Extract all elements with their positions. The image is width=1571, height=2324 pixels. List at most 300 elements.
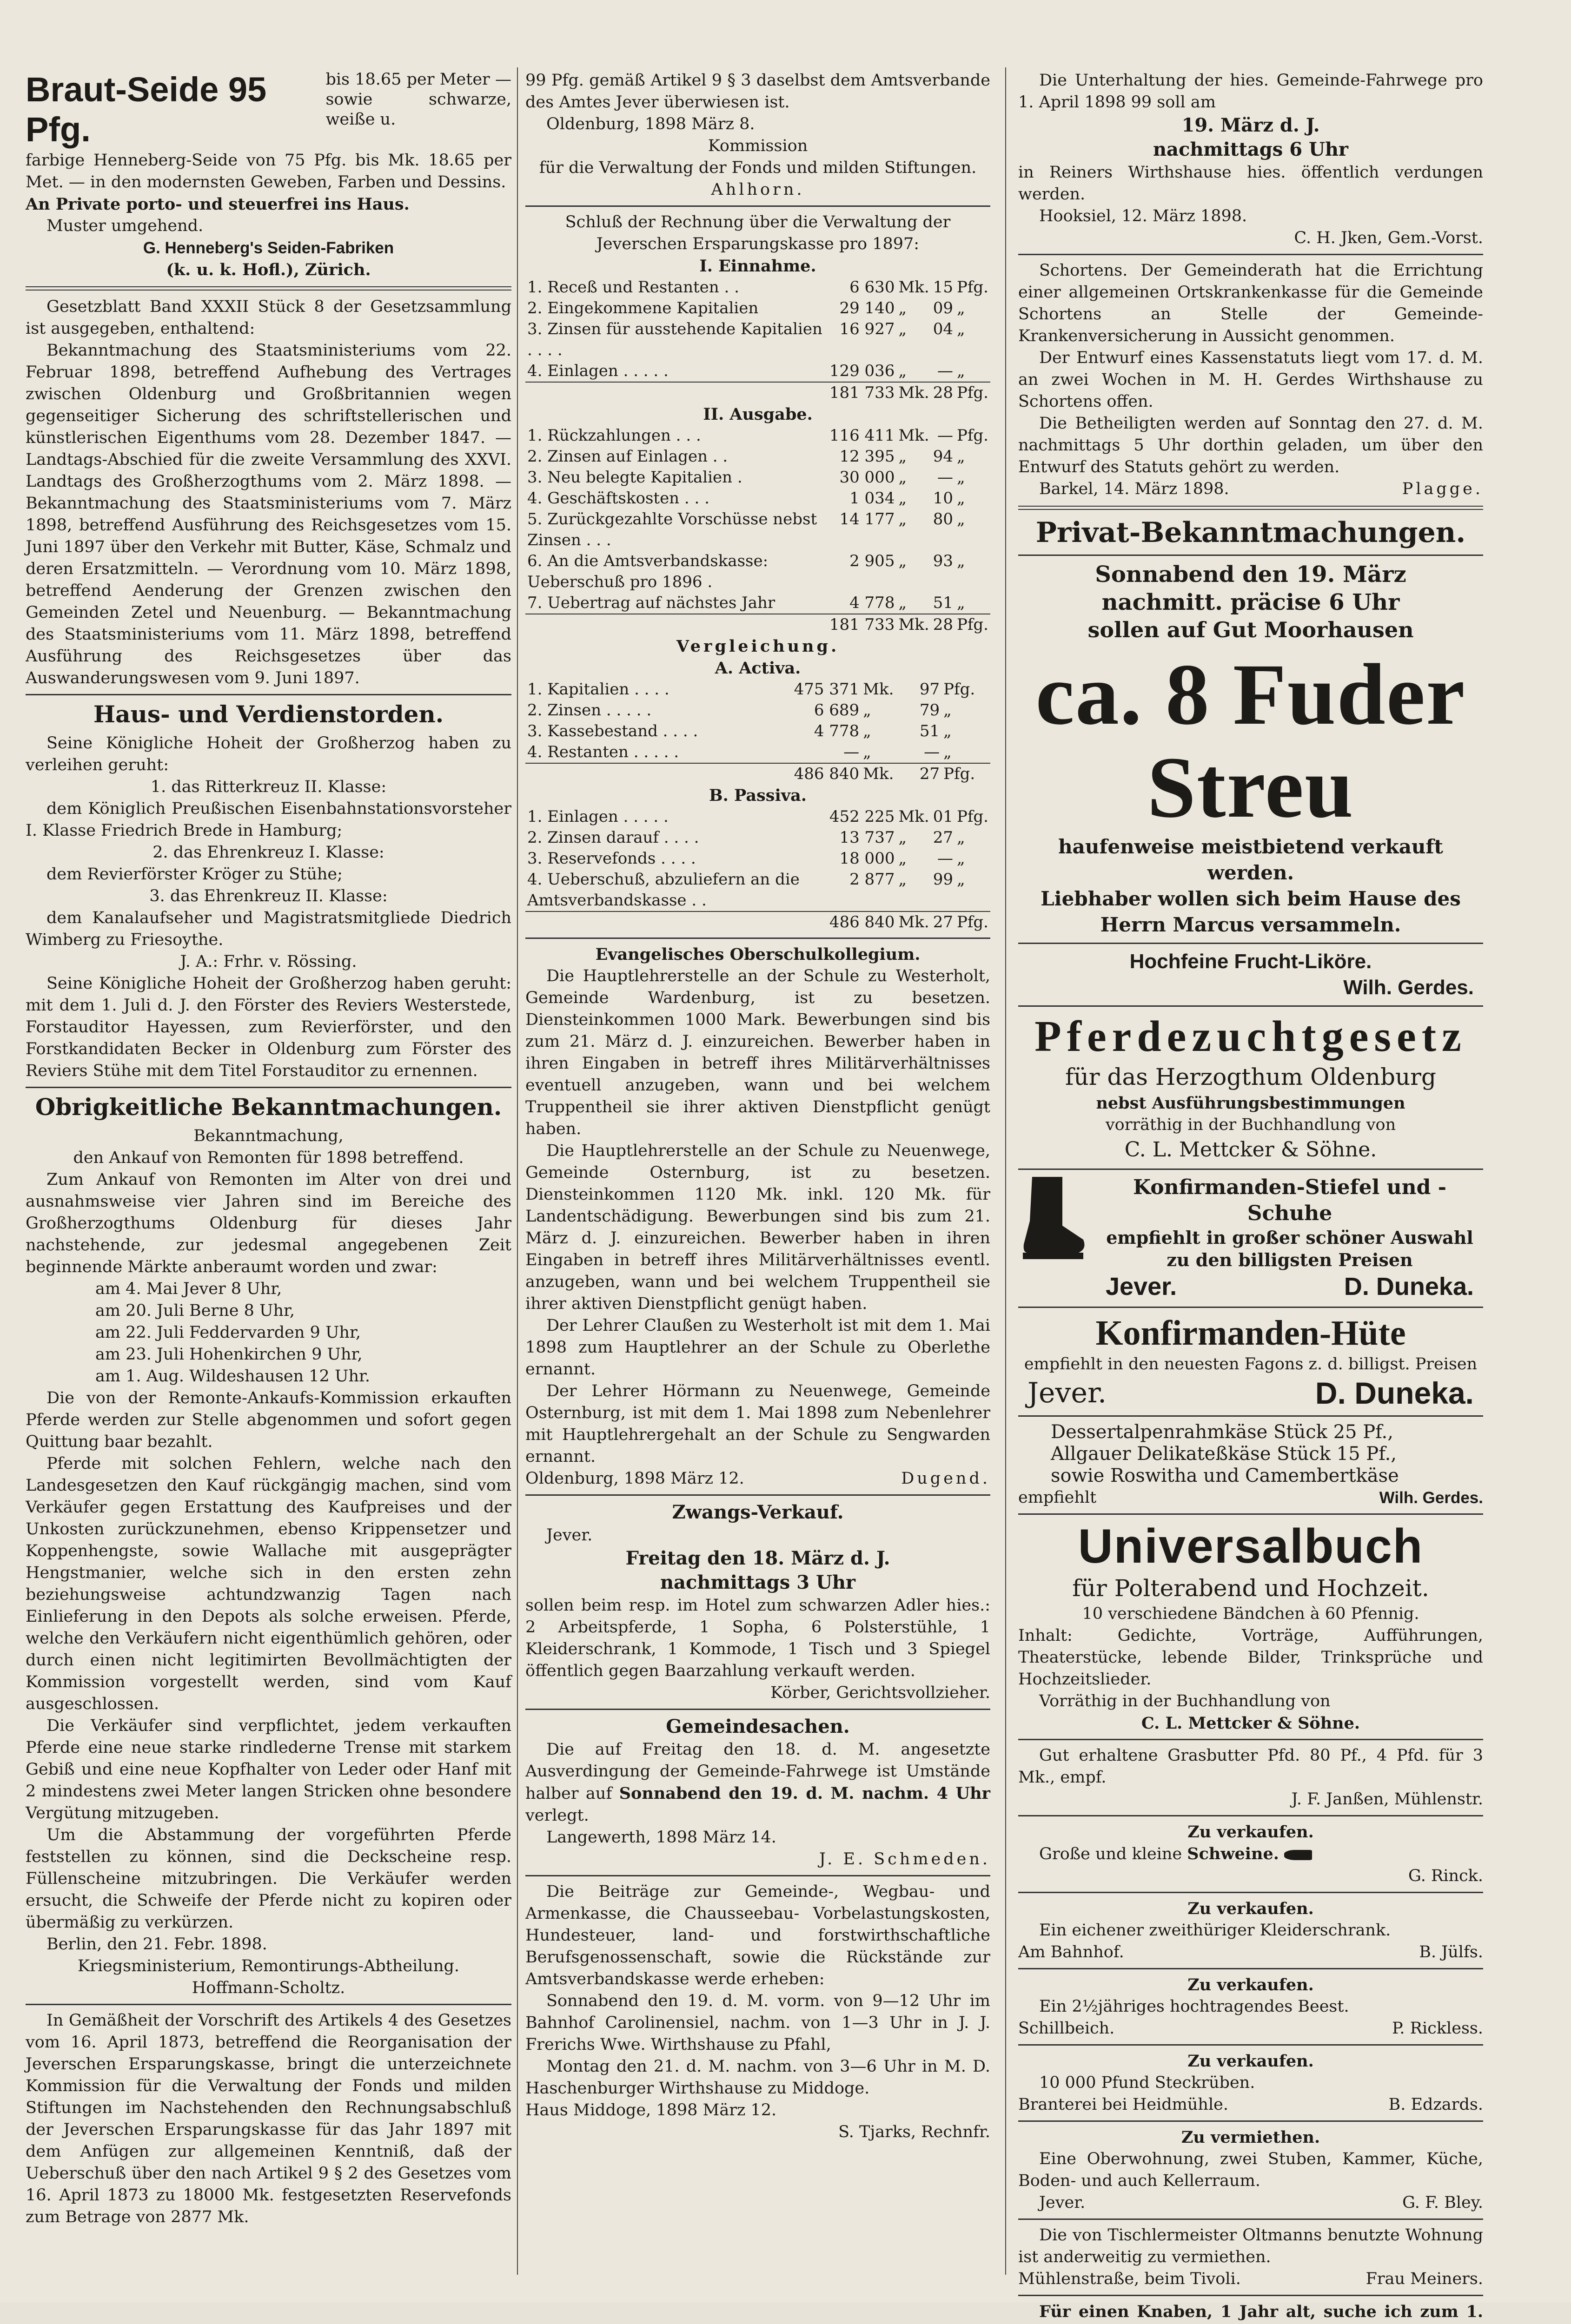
gem-date: Langewerth, 1898 März 14. xyxy=(546,1828,776,1847)
likoer-text: Hochfeine Frucht-Liköre. xyxy=(1129,950,1372,973)
account-unit: „ xyxy=(898,552,907,570)
gem-heading: Gemeindesachen. xyxy=(666,1716,850,1737)
tisch-text: Die von Tischlermeister Oltmanns benutzte Wohnung ist anderweitig zu vermiethen. xyxy=(1018,2226,1483,2266)
seide-side: bis 18.65 per Meter — sowie schwarze, weiße u. xyxy=(325,70,511,129)
gras-signature: J. F. Janßen, Mühlenstr. xyxy=(1291,1790,1483,1809)
vk2-signature: B. Jülfs. xyxy=(1419,1943,1483,1961)
total-amount: 486 840 xyxy=(766,763,861,785)
bek-text: Die von der Remonte-Ankaufs-Kommission erkauften Pferde werden zur Stelle abgenommen und sofort gegen Quittung baar bezahlt. xyxy=(26,1389,511,1451)
account-row xyxy=(525,742,990,763)
orden-line: 3. das Ehrenkreuz II. Klasse: xyxy=(149,887,388,905)
account-label: 6. An die Amtsverbandskasse: Ueberschuß pro 1896 . xyxy=(527,552,769,591)
priv-heading: Privat-Bekanntmachungen. xyxy=(1035,516,1466,549)
account-amount: 14 177 xyxy=(839,510,895,528)
account-row xyxy=(525,277,990,298)
vergleich-heading: Vergleichung. xyxy=(676,637,840,656)
likoer-signature: Wilh. Gerdes. xyxy=(1343,976,1474,999)
stiefel-ad xyxy=(1018,1175,1483,1302)
unt-date-line: Hooksiel, 12. März 1898. xyxy=(1039,207,1247,225)
account-row xyxy=(525,827,990,848)
gem-text-a: Die auf Freitag den 18. d. M. angesetzte Ausverdingung der Gemeinde-Fahrwege ist Umstände halber auf xyxy=(525,1740,990,1803)
account-unit2: „ xyxy=(956,828,965,847)
account-amount: 6 630 xyxy=(849,278,895,297)
account-cents: — xyxy=(937,426,953,445)
total-amount: 181 733 xyxy=(828,382,897,403)
kaese-footer xyxy=(1018,1487,1483,1509)
account-row xyxy=(525,467,990,488)
vk2-place: Am Bahnhof. xyxy=(1018,1943,1124,1961)
gem-signature: S. Tjarks, Rechnfr. xyxy=(838,2123,990,2141)
vk2-text: Ein eichener zweithüriger Kleiderschrank. xyxy=(1039,1921,1391,1940)
account-unit2: „ xyxy=(956,447,965,466)
gesetz-text: Bekanntmachung des Staatsministeriums vom 22. Februar 1898, betreffend Aufhebung des Vertrages zwischen Oldenburg und Großbritannien wegen gegenseitiger Sicherung des schriftstellerischen und künstlerischen Eigenthums vom 28. Dezember 1847. — Landtags-Abschied für die zweite Versammlung des XXVI. Landtags des Großherzogthums vom 2. März 1898. — Bekanntmachung des Staatsministeriums vom 7. März 1898, betreffend Ausführung des Reichsgesetzes vom 15. Juni 1897 über den Verkehr mit Butter, Käse, Schmalz und deren Ersatzmitteln. — Verordnung vom 10. März 1898, betreffend Aenderung der Grenzen zwischen den Gemeinden Zetel und Neuenburg. — Bekanntmachung des Staatsministeriums vom 11. März 1898, betreffend Ausführung des Reichsgesetzes über das Auswanderungswesen vom 9. Juni 1897. xyxy=(26,341,511,687)
column-rule xyxy=(517,67,518,2275)
account-row xyxy=(525,319,990,361)
account-unit2: „ xyxy=(956,594,965,612)
account-unit2: „ xyxy=(943,701,952,720)
gem-text: Die Beiträge zur Gemeinde-, Wegbau- und Armenkasse, die Chausseebau- Vorbelastungskosten, Hundesteuer, land- und forstwirthschaftliche Berufsgenossenschaft, sowie die Rückstände zur Amtsverbandskasse werde erheben: xyxy=(525,1882,990,1988)
evang-text: Der Lehrer Hörmann zu Neuenwege, Gemeinde Osternburg, ist mit dem 1. Mai 1898 zum Nebenlehrer mit Hauptlehrergehalt an der Schule zu Sengwarden ernannt. xyxy=(525,1382,990,1466)
account-unit: „ xyxy=(898,447,907,466)
kaese-empf: empfiehlt xyxy=(1018,1488,1097,1507)
account-label: 4. Einlagen . . . . . xyxy=(527,362,669,380)
knabe-text: Für einen Knaben, 1 Jahr alt, suche ich zum 1. xyxy=(1039,2302,1483,2321)
zwang-time: nachmittags 3 Uhr xyxy=(660,1571,856,1593)
account-unit2: „ xyxy=(943,743,952,761)
vk2-footer xyxy=(1018,1941,1483,1963)
bek-text: Um die Abstammung der vorgeführten Pferde feststellen zu können, sind die Deckscheine resp. Füllenscheine mitzubringen. Die Verkäufer werden ersucht, die Schweife der Pferde nicht zu kopiren oder übermäßig zu verkürzen. xyxy=(26,1826,511,1932)
account-label: 3. Neu belegte Kapitalien . xyxy=(527,468,742,487)
account-unit: Mk. xyxy=(898,278,929,297)
account-unit: „ xyxy=(898,320,907,338)
total-unit2: Pfg. xyxy=(955,911,990,933)
divider xyxy=(1018,254,1483,255)
account-label: 4. Restanten . . . . . xyxy=(527,743,679,761)
bek-title: Bekanntmachung, xyxy=(193,1127,344,1145)
huete-firm: D. Duneka. xyxy=(1315,1376,1474,1410)
divider xyxy=(525,1709,990,1710)
account-row xyxy=(525,551,990,593)
vk4-signature: B. Edzards. xyxy=(1388,2095,1483,2114)
account-unit2: „ xyxy=(956,320,965,338)
account-label: 2. Zinsen . . . . . xyxy=(527,701,652,720)
priv-time: nachmitt. präcise 6 Uhr xyxy=(1101,589,1400,615)
total-cents: 27 xyxy=(908,763,941,785)
account-amount: 29 140 xyxy=(839,299,895,317)
total-cents: 28 xyxy=(931,382,955,403)
vk1-heading: Zu verkaufen. xyxy=(1187,1822,1314,1842)
account-cents: 93 xyxy=(933,552,953,570)
account-unit2: „ xyxy=(956,510,965,528)
account-cents: 94 xyxy=(933,447,953,466)
account-label: 3. Zinsen für ausstehende Kapitalien . . . . xyxy=(527,320,822,359)
zwang-text: sollen beim resp. im Hotel zum schwarzen Adler hies.: 2 Arbeitspferde, 1 Sopha, 6 Polsterstühle, 1 Kleiderschrank, 1 Kommode, 1 Tisch und 3 Spiegel öffentlich gegen Baarzahlung verkauft werden. xyxy=(525,1596,990,1680)
ausgabe-heading: II. Ausgabe. xyxy=(703,405,813,424)
kaese-signature: Wilh. Gerdes. xyxy=(1379,1489,1483,1507)
account-unit2: Pfg. xyxy=(956,278,988,297)
account-unit2: „ xyxy=(943,722,952,740)
account-amount: 116 411 xyxy=(829,426,895,445)
univ-text: Inhalt: Gedichte, Vorträge, Aufführungen, Theaterstücke, lebende Bilder, Trinksprüche und Hochzeitslieder. xyxy=(1018,1626,1483,1689)
account-unit2: „ xyxy=(956,849,965,868)
vk3-footer xyxy=(1018,2018,1483,2040)
divider xyxy=(1018,1307,1483,1308)
divider xyxy=(26,286,511,290)
divider xyxy=(1018,1815,1483,1816)
account-unit: „ xyxy=(863,743,871,761)
univ-text: 10 verschiedene Bändchen à 60 Pfennig. xyxy=(1082,1604,1419,1623)
account-row xyxy=(525,298,990,319)
unt-date: 19. März d. J. xyxy=(1181,114,1320,136)
seide-muster: Muster umgehend. xyxy=(46,217,204,235)
account-cents: — xyxy=(937,849,953,868)
divider xyxy=(1018,1169,1483,1170)
divider xyxy=(1018,2218,1483,2220)
priv-headline: ca. 8 Fuder Streu xyxy=(1035,646,1466,836)
vk1-signature: G. Rinck. xyxy=(1408,1867,1483,1885)
huete-text: empfiehlt in den neuesten Fagons z. d. billigst. Preisen xyxy=(1024,1355,1478,1373)
gem-text-b: Sonnabend den 19. d. M. nachm. 4 Uhr xyxy=(619,1784,990,1803)
account-unit2: Pfg. xyxy=(956,426,988,445)
total-unit: Mk. xyxy=(896,382,931,403)
account-cents: 51 xyxy=(919,722,940,740)
account-cents: 51 xyxy=(933,594,953,612)
kaese-line: Dessertalpenrahmkäse Stück 25 Pf., xyxy=(1051,1421,1393,1443)
vk4-text: 10 000 Pfund Steckrüben. xyxy=(1039,2073,1255,2092)
orden-line: 1. das Ritterkreuz II. Klasse: xyxy=(150,778,387,796)
total-cents: 28 xyxy=(931,614,955,635)
account-cents: 27 xyxy=(933,828,953,847)
hand-pointer-icon xyxy=(1284,1850,1312,1860)
total-unit2: Pfg. xyxy=(941,763,990,785)
account-row xyxy=(525,721,990,742)
column-3 xyxy=(1018,70,1483,2321)
total-unit: Mk. xyxy=(861,763,908,785)
divider xyxy=(1018,555,1483,556)
verm-place: Jever. xyxy=(1039,2193,1086,2212)
account-cents: 99 xyxy=(933,870,953,889)
account-unit: „ xyxy=(898,299,907,317)
orden-text: Seine Königliche Hoheit der Großherzog haben geruht: mit dem 1. Juli d. J. den Förster des Reviers Westerstede, Forstauditor Hayessen, zum Revierförster, und den Forstkandidaten Becker in Oldenburg zum Förster des Reviers Stühe mit dem Titel Forstauditor zu ernennen. xyxy=(26,974,511,1080)
schort-signature: Plagge. xyxy=(1402,480,1483,498)
account-cents: — xyxy=(937,362,953,380)
account-label: 4. Geschäftskosten . . . xyxy=(527,489,709,508)
account-unit: „ xyxy=(898,489,907,508)
verm-footer xyxy=(1018,2192,1483,2214)
divider xyxy=(26,694,511,695)
maerkte-list xyxy=(26,1278,511,1387)
evang-text: Die Hauptlehrerstelle an der Schule zu Westerholt, Gemeinde Wardenburg, ist zu besetzen. Diensteinkommen 1000 Mark. Bewerbungen sind bis zum 21. März d. J. einzureichen. Bewerber haben in ihren Eingaben in betreff ihres Militärverhältnisses eventuell anzugeben, wann und bei welchem Truppentheil sie ihrer aktiven Dienstpflicht genügt haben. xyxy=(525,967,990,1138)
account-row xyxy=(525,806,990,827)
bek-text: Zum Ankauf von Remonten im Alter von drei und ausnahmsweise vier Jahren sind im Bereiche des Großherzogthums Oldenburg für dieses Jahr nachstehende, zur jedesmal angegebenen Zeit beginnende Märkte anberaumt worden und zwar: xyxy=(26,1170,511,1276)
divider xyxy=(1018,2120,1483,2122)
markt-item: am 22. Juli Feddervarden 9 Uhr, xyxy=(95,1323,361,1342)
account-unit2: „ xyxy=(956,870,965,889)
account-label: 1. Receß und Restanten . . xyxy=(527,278,739,297)
account-amount: 129 036 xyxy=(829,362,895,380)
evang-text: Der Lehrer Claußen zu Westerholt ist mit dem 1. Mai 1898 zum Hauptlehrer an der Schule zu Oberlethe ernannt. xyxy=(525,1316,990,1379)
pferd-sub: für das Herzogthum Oldenburg xyxy=(1065,1063,1437,1090)
priv-date: Sonnabend den 19. März xyxy=(1095,561,1406,588)
kaese-line: Allgauer Delikateßkäse Stück 15 Pf., xyxy=(1051,1443,1397,1465)
divider xyxy=(525,938,990,939)
account-row xyxy=(525,488,990,509)
einnahme-heading: I. Einnahme. xyxy=(699,257,816,276)
account-unit: „ xyxy=(863,701,871,720)
total-cents: 27 xyxy=(931,911,955,933)
cont-date: Oldenburg, 1898 März 8. xyxy=(546,115,755,133)
divider xyxy=(1018,1968,1483,1969)
account-unit: „ xyxy=(898,594,907,612)
activa-heading: A. Activa. xyxy=(715,659,801,678)
account-row xyxy=(525,869,990,911)
gem-text: Sonnabend den 19. d. M. vorm. von 9—12 Uhr im Bahnhof Carolinensiel, nachm. von 1—3 Uhr in J. J. Frerichs Wwe. Wirthshause zu Pfahl, xyxy=(525,1992,990,2054)
gem-text-c: verlegt. xyxy=(525,1806,589,1825)
divider xyxy=(1018,1005,1483,1007)
unt-time: nachmittags 6 Uhr xyxy=(1153,139,1349,160)
univ-text: Vorräthig in der Buchhandlung von xyxy=(1039,1692,1331,1710)
stiefel-city: Jever. xyxy=(1106,1273,1177,1301)
divider xyxy=(1018,1415,1483,1417)
priv-text: haufenweise meistbietend verkauft werden. xyxy=(1058,835,1443,884)
bek-text: Pferde mit solchen Fehlern, welche nach den Landesgesetzen den Kauf rückgängig machen, sind vom Verkäufer gegen Erstattung des Kaufpreises und der Unkosten zurückzunehmen, ebenso Krippensetzer und Koppenhengste, sowie Wallache mit ausgeprägter Hengstmanier, welche sich in den ersten zehn beziehungsweise achtundzwanzig Tagen nach Einlieferung in den Depots als solche erweisen. Pferde, welche den Verkäufern nicht eigenthümlich gehören, oder durch einen nicht legitimirten Bevollmächtigten der Kommission vorgestellt werden, sind vom Kauf ausgeschlossen. xyxy=(26,1454,511,1713)
seide-ad xyxy=(26,70,511,281)
gem-text xyxy=(525,1739,990,1827)
account-label: 2. Zinsen auf Einlagen . . xyxy=(527,447,728,466)
account-cents: — xyxy=(924,743,940,761)
account-row xyxy=(525,509,990,551)
zwang-date: Freitag den 18. März d. J. xyxy=(625,1547,890,1569)
univ-headline: Universalbuch xyxy=(1078,1519,1424,1573)
verm-text: Eine Oberwohnung, zwei Stuben, Kammer, Küche, Boden- und auch Kellerraum. xyxy=(1018,2150,1483,2190)
evang-heading: Evangelisches Oberschulkollegium. xyxy=(595,945,921,964)
markt-item: am 4. Mai Jever 8 Uhr, xyxy=(95,1280,282,1298)
account-cents: 04 xyxy=(933,320,953,338)
pferd-sub: vorräthig in der Buchhandlung von xyxy=(1105,1116,1396,1134)
tisch-place: Mühlenstraße, beim Tivoli. xyxy=(1018,2270,1241,2288)
cont-kommission: Kommission xyxy=(708,137,808,155)
divider xyxy=(1018,506,1483,510)
orden-line: 2. das Ehrenkreuz I. Klasse: xyxy=(152,843,384,862)
bek-ministry: Kriegsministerium, Remontirungs-Abtheilung. xyxy=(77,1957,460,1975)
account-unit2: „ xyxy=(956,552,965,570)
divider xyxy=(525,1494,990,1496)
unt-text: Die Unterhaltung der hies. Gemeinde-Fahrwege pro 1. April 1898 99 soll am xyxy=(1018,71,1483,112)
account-amount: 18 000 xyxy=(839,849,895,868)
account-amount: 30 000 xyxy=(839,468,895,487)
account-cents: 97 xyxy=(919,680,940,699)
vk4-place: Branterei bei Heidmühle. xyxy=(1018,2095,1228,2114)
total-unit: Mk. xyxy=(896,614,931,635)
account-unit: „ xyxy=(898,870,907,889)
account-unit2: „ xyxy=(956,299,965,317)
column-rule xyxy=(1005,67,1006,2275)
evang-text: Die Hauptlehrerstelle an der Schule zu Neuenwege, Gemeinde Osternburg, ist zu besetzen. Diensteinkommen 1120 Mk. inkl. 120 Mk. für Landentschädigung. Bewerbungen sind bis zum 21. März d. J. einzureichen. Bewerber haben in ihren Eingaben in betreff ihres Militärverhältnisses eventl. anzugeben, wann und bei welchem Truppentheil sie ihrer aktiven Dienstpflicht genügt haben. xyxy=(525,1142,990,1313)
account-row xyxy=(525,848,990,869)
huete-city: Jever. xyxy=(1027,1377,1107,1409)
huete-footer xyxy=(1018,1375,1483,1411)
account-unit: „ xyxy=(898,510,907,528)
vk3-signature: P. Rickless. xyxy=(1392,2019,1483,2038)
schort-date: Barkel, 14. März 1898. xyxy=(1039,480,1229,498)
account-amount: 6 689 xyxy=(814,701,860,720)
orden-heading: Haus- und Verdienstorden. xyxy=(93,700,444,728)
seide-firm: G. Henneberg's Seiden-Fabriken xyxy=(143,239,394,257)
account-unit2: Pfg. xyxy=(956,807,988,826)
account-unit: „ xyxy=(898,828,907,847)
account-cents: 09 xyxy=(933,299,953,317)
vk4-heading: Zu verkaufen. xyxy=(1187,2052,1314,2071)
account-amount: 4 778 xyxy=(849,594,895,612)
orden-intro: Seine Königliche Hoheit der Großherzog haben zu verleihen geruht: xyxy=(26,734,511,774)
account-unit: „ xyxy=(898,362,907,380)
divider xyxy=(525,1875,990,1876)
markt-item: am 23. Juli Hohenkirchen 9 Uhr, xyxy=(95,1345,363,1364)
erspar-text: In Gemäßheit der Vorschrift des Artikels 4 des Gesetzes vom 16. April 1873, betreffend die Reorganisation der Jeverschen Ersparungskasse, bringt die unterzeichnete Kommission für die Verwaltung der Fonds und milden Stiftungen im Nachstehenden den Rechnungsabschluß der Jeverschen Ersparungskasse für das Jahr 1897 mit dem Anfügen zur allgemeinen Kenntniß, daß der Ueberschuß über den nach Artikel 9 § 2 des Gesetzes vom 16. April 1873 zu 18000 Mk. festgesetzten Reservefonds zum Betrage von 2877 Mk. xyxy=(26,2011,511,2226)
account-row xyxy=(525,425,990,446)
account-label: 7. Uebertrag auf nächstes Jahr xyxy=(527,594,776,612)
account-cents: 15 xyxy=(933,278,953,297)
account-label: 4. Ueberschuß, abzuliefern an die Amtsverbandskasse . . xyxy=(527,870,800,910)
divider xyxy=(1018,943,1483,944)
seide-bold: An Private porto- und steuerfrei ins Haus. xyxy=(26,195,410,214)
pferd-headline: Pferdezuchtgesetz xyxy=(1034,1012,1467,1061)
account-label: 1. Einlagen . . . . . xyxy=(527,807,669,826)
column-1 xyxy=(26,70,511,2284)
seide-text: farbige Henneberg-Seide von 75 Pfg. bis Mk. 18.65 per Met. — in den modernsten Geweben, Farben und Dessins. xyxy=(26,151,511,191)
seide-city: (k. u. k. Hofl.), Zürich. xyxy=(166,260,371,279)
huete-headline: Konfirmanden-Hüte xyxy=(1095,1314,1406,1353)
verm-heading: Zu vermiethen. xyxy=(1181,2128,1320,2147)
boot-icon xyxy=(1018,1175,1088,1263)
total-unit2: Pfg. xyxy=(955,614,990,635)
vk3-text: Ein 2½jähriges hochtragendes Beest. xyxy=(1039,1997,1349,2016)
verm-signature: G. F. Bley. xyxy=(1402,2193,1483,2212)
total-amount: 486 840 xyxy=(828,911,897,933)
markt-item: am 20. Juli Berne 8 Uhr, xyxy=(95,1301,295,1320)
account-amount: 13 737 xyxy=(839,828,895,847)
divider xyxy=(26,2004,511,2005)
gem-text: Montag den 21. d. M. nachm. von 3—6 Uhr in M. D. Haschenburger Wirthshause zu Middoge. xyxy=(525,2057,990,2098)
account-label: 1. Kapitalien . . . . xyxy=(527,680,669,699)
kaese-line: sowie Roswitha und Camembertkäse xyxy=(1051,1465,1399,1486)
bek-signature: Hoffmann-Scholtz. xyxy=(192,1979,345,1997)
univ-firm: C. L. Mettcker & Söhne. xyxy=(1141,1714,1360,1733)
stiefel-footer xyxy=(1096,1271,1483,1302)
vk3-heading: Zu verkaufen. xyxy=(1187,1975,1314,1994)
schort-text: Schortens. Der Gemeinderath hat die Errichtung einer allgemeinen Ortskrankenkasse für die Gemeinde Schortens an Stelle der Gemeinde-Krankenversicherung in Aussicht genommen. xyxy=(1018,261,1483,345)
total-unit2: Pfg. xyxy=(955,382,990,403)
account-amount: 16 927 xyxy=(839,320,895,338)
divider xyxy=(1018,1892,1483,1893)
priv-place: sollen auf Gut Moorhausen xyxy=(1087,617,1414,642)
schort-text: Der Entwurf eines Kassenstatuts liegt vom 17. d. M. an zwei Wochen in M. H. Gerdes Wirthshause zu Schortens offen. xyxy=(1018,349,1483,411)
account-unit: Mk. xyxy=(898,807,929,826)
activa-total xyxy=(525,763,990,785)
gem-signature: J. E. Schmeden. xyxy=(819,1850,990,1868)
orden-line: dem Kanalaufseher und Magistratsmitgliede Diedrich Wimberg zu Friesoythe. xyxy=(26,909,511,949)
cont-text: 99 Pfg. gemäß Artikel 9 § 3 daselbst dem Amtsverbande des Amtes Jever überwiesen ist. xyxy=(525,71,990,112)
account-label: 3. Kassebestand . . . . xyxy=(527,722,698,740)
pferd-sub: nebst Ausführungsbestimmungen xyxy=(1096,1094,1405,1113)
account-label: 3. Reservefonds . . . . xyxy=(527,849,696,868)
vk1-text-b: Schweine. xyxy=(1187,1844,1279,1863)
account-unit: „ xyxy=(898,468,907,487)
bek-date: Berlin, den 21. Febr. 1898. xyxy=(46,1935,267,1954)
vk2-heading: Zu verkaufen. xyxy=(1187,1899,1314,1918)
schort-text: Die Betheiligten werden auf Sonntag den 27. d. M. nachmittags 5 Uhr dorthin geladen, um über den Entwurf des Statuts gehört zu werden. xyxy=(1018,414,1483,476)
bek-text: Die Verkäufer sind verpflichtet, jedem verkauften Pferde eine neue starke rindlederne Trense mit starkem Gebiß und eine neue Kopfhalter von Leder oder Hanf mit 2 mindestens zwei Meter langen Stricken ohne besondere Vergütung mitzugeben. xyxy=(26,1717,511,1822)
schort-footer xyxy=(1018,478,1483,500)
account-amount: 4 778 xyxy=(814,722,860,740)
cont-kommission: für die Verwaltung der Fonds und milden Stiftungen. xyxy=(539,158,977,177)
seide-headline: Braut-Seide 95 Pfg. xyxy=(26,70,267,149)
stiefel-text: empfiehlt in großer schöner Auswahl zu den billigsten Preisen xyxy=(1106,1227,1473,1270)
column-2 xyxy=(525,70,990,2284)
account-unit: Mk. xyxy=(898,426,929,445)
univ-sub: für Polterabend und Hochzeit. xyxy=(1072,1575,1429,1602)
unt-signature: C. H. Jken, Gem.-Vorst. xyxy=(1294,229,1483,247)
evang-signature: Dugend. xyxy=(901,1469,990,1488)
account-unit: Mk. xyxy=(863,680,894,699)
account-row xyxy=(525,700,990,721)
passiva-heading: B. Passiva. xyxy=(709,786,807,805)
einnahme-total xyxy=(525,382,990,403)
vk1-text xyxy=(1018,1843,1483,1865)
zwang-signature: Körber, Gerichtsvollzieher. xyxy=(770,1684,990,1702)
orden-line: dem Revierförster Kröger zu Stühe; xyxy=(46,865,343,884)
bek-subtitle: den Ankauf von Remonten für 1898 betreffend. xyxy=(73,1149,464,1167)
pferd-firm: C. L. Mettcker & Söhne. xyxy=(1124,1138,1377,1162)
orden-signature: J. A.: Frhr. v. Rössing. xyxy=(180,952,357,971)
account-label: 1. Rückzahlungen . . . xyxy=(527,426,701,445)
tisch-footer xyxy=(1018,2268,1483,2290)
account-row xyxy=(525,361,990,382)
vk3-place: Schillbeich. xyxy=(1018,2019,1115,2038)
ausgabe-table xyxy=(525,425,990,635)
account-row xyxy=(525,446,990,467)
markt-item: am 1. Aug. Wildeshausen 12 Uhr. xyxy=(95,1367,371,1386)
account-unit2: „ xyxy=(956,468,965,487)
account-cents: 10 xyxy=(933,489,953,508)
account-cents: 01 xyxy=(933,807,953,826)
divider xyxy=(1018,2295,1483,2296)
zwang-place: Jever. xyxy=(546,1526,593,1545)
account-unit: „ xyxy=(898,849,907,868)
obrig-heading: Obrigkeitliche Bekanntmachungen. xyxy=(35,1093,502,1121)
priv-text: Liebhaber wollen sich beim Hause des Herrn Marcus versammeln. xyxy=(1041,887,1461,936)
account-row xyxy=(525,593,990,614)
schluss-title: Schluß der Rechnung über die Verwaltung der Jeverschen Ersparungskasse pro 1897: xyxy=(565,213,951,253)
evang-footer xyxy=(525,1468,990,1490)
divider xyxy=(1018,2044,1483,2046)
vk1-text-a: Große und kleine xyxy=(1039,1845,1182,1863)
unt-text: in Reiners Wirthshause hies. öffentlich verdungen werden. xyxy=(1018,163,1483,204)
divider xyxy=(1018,1739,1483,1740)
orden-line: dem Königlich Preußischen Eisenbahnstationsvorsteher I. Klasse Friedrich Brede in Hamburg; xyxy=(26,799,511,840)
einnahme-table xyxy=(525,277,990,403)
gras-text: Gut erhaltene Grasbutter Pfd. 80 Pf., 4 Pfd. für 3 Mk., empf. xyxy=(1018,1746,1483,1787)
divider xyxy=(1018,1513,1483,1515)
account-row xyxy=(525,679,990,700)
account-unit2: „ xyxy=(956,489,965,508)
divider xyxy=(26,1087,511,1088)
ausgabe-total xyxy=(525,614,990,635)
account-amount: 2 877 xyxy=(849,870,895,889)
vk4-footer xyxy=(1018,2094,1483,2116)
divider xyxy=(525,205,990,207)
gesetz-intro: Gesetzblatt Band XXXII Stück 8 der Gesetzsammlung ist ausgegeben, enthaltend: xyxy=(26,297,511,338)
